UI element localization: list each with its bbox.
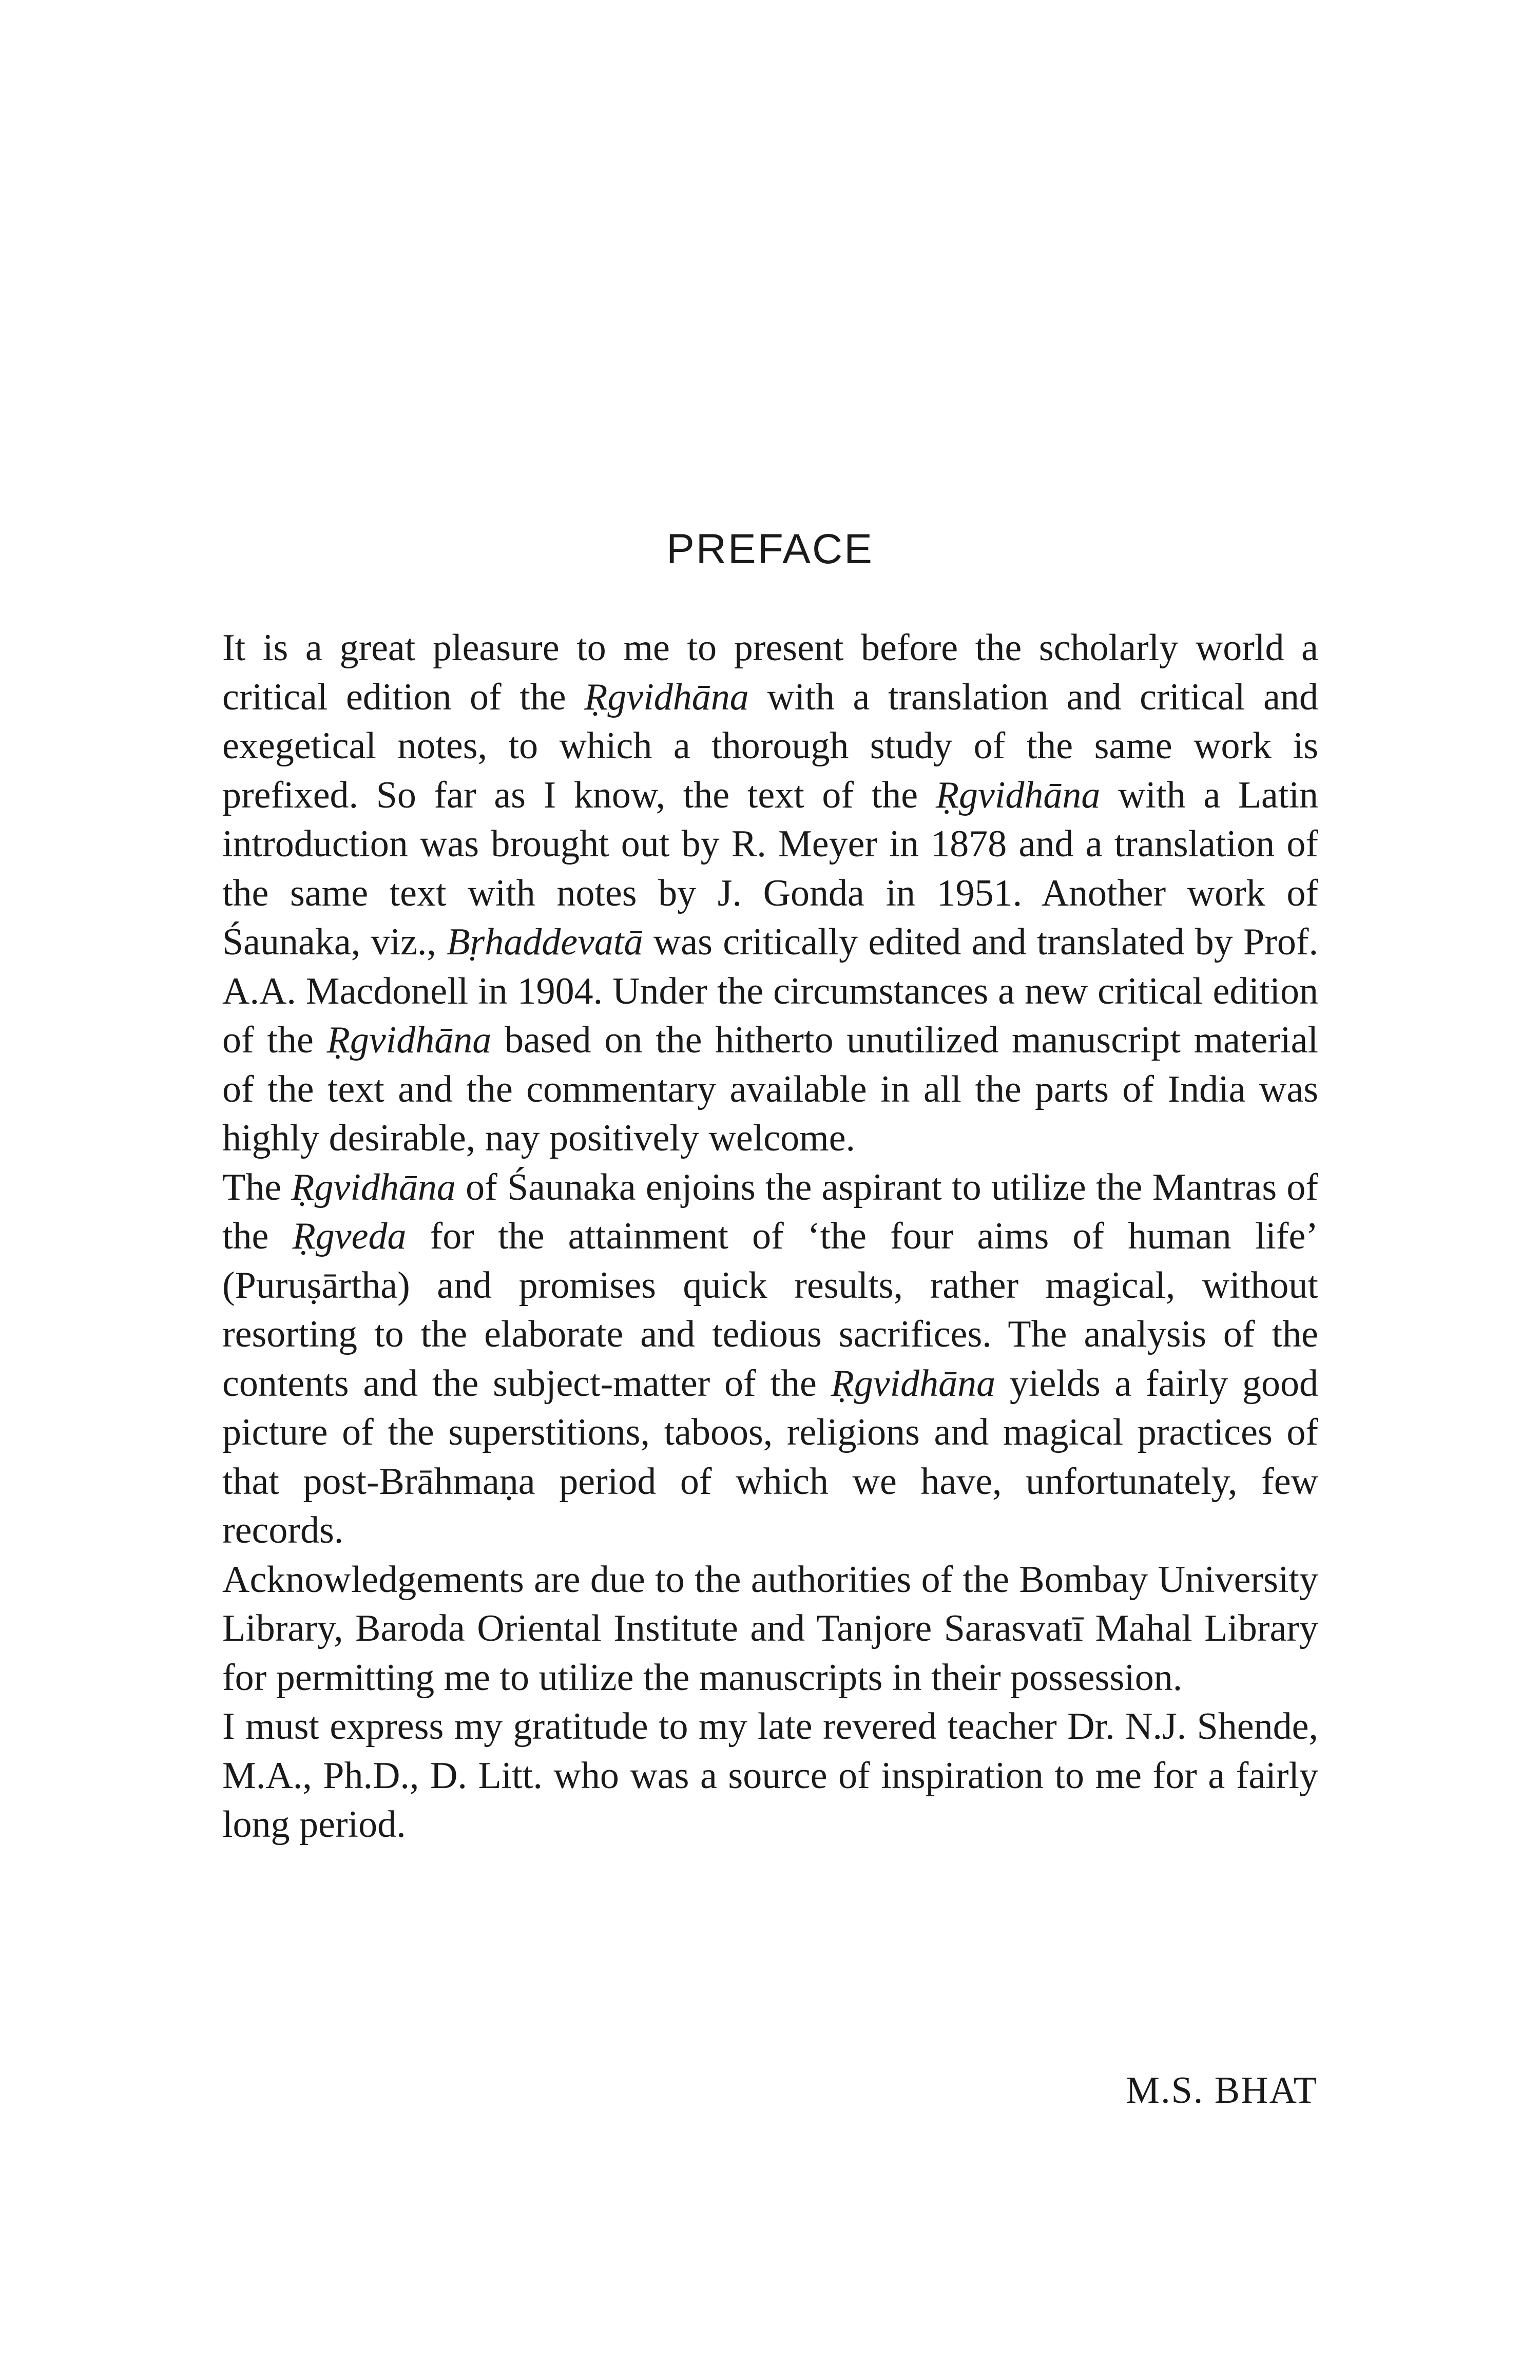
preface-body <box>222 624 1318 1850</box>
text-segment: I must express my gratitude to my late revered teacher Dr. N.J. Shende, M.A., Ph.D., D. Litt. who was a source of inspiration to me for a fairly long period. <box>222 1705 1318 1846</box>
author-signature: M.S. BHAT <box>1126 2069 1318 2112</box>
italic-title-segment: Ṛgveda <box>292 1215 407 1257</box>
text-segment: of Śaunaka enjoins the aspirant to utilize the Mantras of the <box>222 1166 1318 1257</box>
italic-title-segment: Bṛhaddevatā <box>447 921 643 963</box>
text-segment: with a translation and critical and exegetical notes, to which a thorough study of the same work is prefixed. So far as I know, the text of the <box>222 676 1318 816</box>
text-segment: based on the hitherto unutilized manuscript material of the text and the commentary available in all the parts of India was highly desirable, nay positively welcome. <box>222 1019 1319 1159</box>
text-segment: yields a fairly good picture of the superstitions, taboos, religions and magical practices of that post-Brāhmaṇa period of which we have, unfortunately, few records. <box>222 1362 1318 1551</box>
italic-title-segment: Ṛgvidhāna <box>584 676 749 718</box>
text-segment: was critically edited and translated by Prof. A.A. Macdonell in 1904. Under the circumstances a new critical edition of the <box>222 921 1319 1061</box>
text-segment: with a Latin introduction was brought out by R. Meyer in 1878 and a translation of the same text with notes by J. Gonda in 1951. Another work of Śaunaka, viz., <box>222 774 1319 963</box>
text-segment: It is a great pleasure to me to present before the scholarly world a critical edition of the <box>222 627 1318 718</box>
italic-title-segment: Ṛgvidhāna <box>935 774 1101 816</box>
paragraph-2 <box>222 1163 1318 1556</box>
text-segment: The <box>222 1166 292 1208</box>
text-segment: for the attainment of ‘the four aims of human life’ (Puruṣārtha) and promises quick results, rather magical, without resorting to the elaborate and tedious sacrifices. The analysis of the contents and the subject-matter of the <box>222 1215 1318 1405</box>
paragraph-1 <box>222 624 1318 1163</box>
paragraph-4 <box>222 1702 1318 1850</box>
text-segment: Acknowledgements are due to the authorities of the Bombay University Library, Baroda Oriental Institute and Tanjore Sarasvatī Mahal Library for permitting me to utilize the manuscripts in their possession. <box>222 1558 1318 1699</box>
page-title: PREFACE <box>666 526 874 572</box>
italic-title-segment: Ṛgvidhāna <box>291 1166 456 1208</box>
italic-title-segment: Ṛgvidhāna <box>326 1019 492 1061</box>
italic-title-segment: Ṛgvidhāna <box>831 1362 996 1405</box>
paragraph-3 <box>222 1556 1318 1703</box>
